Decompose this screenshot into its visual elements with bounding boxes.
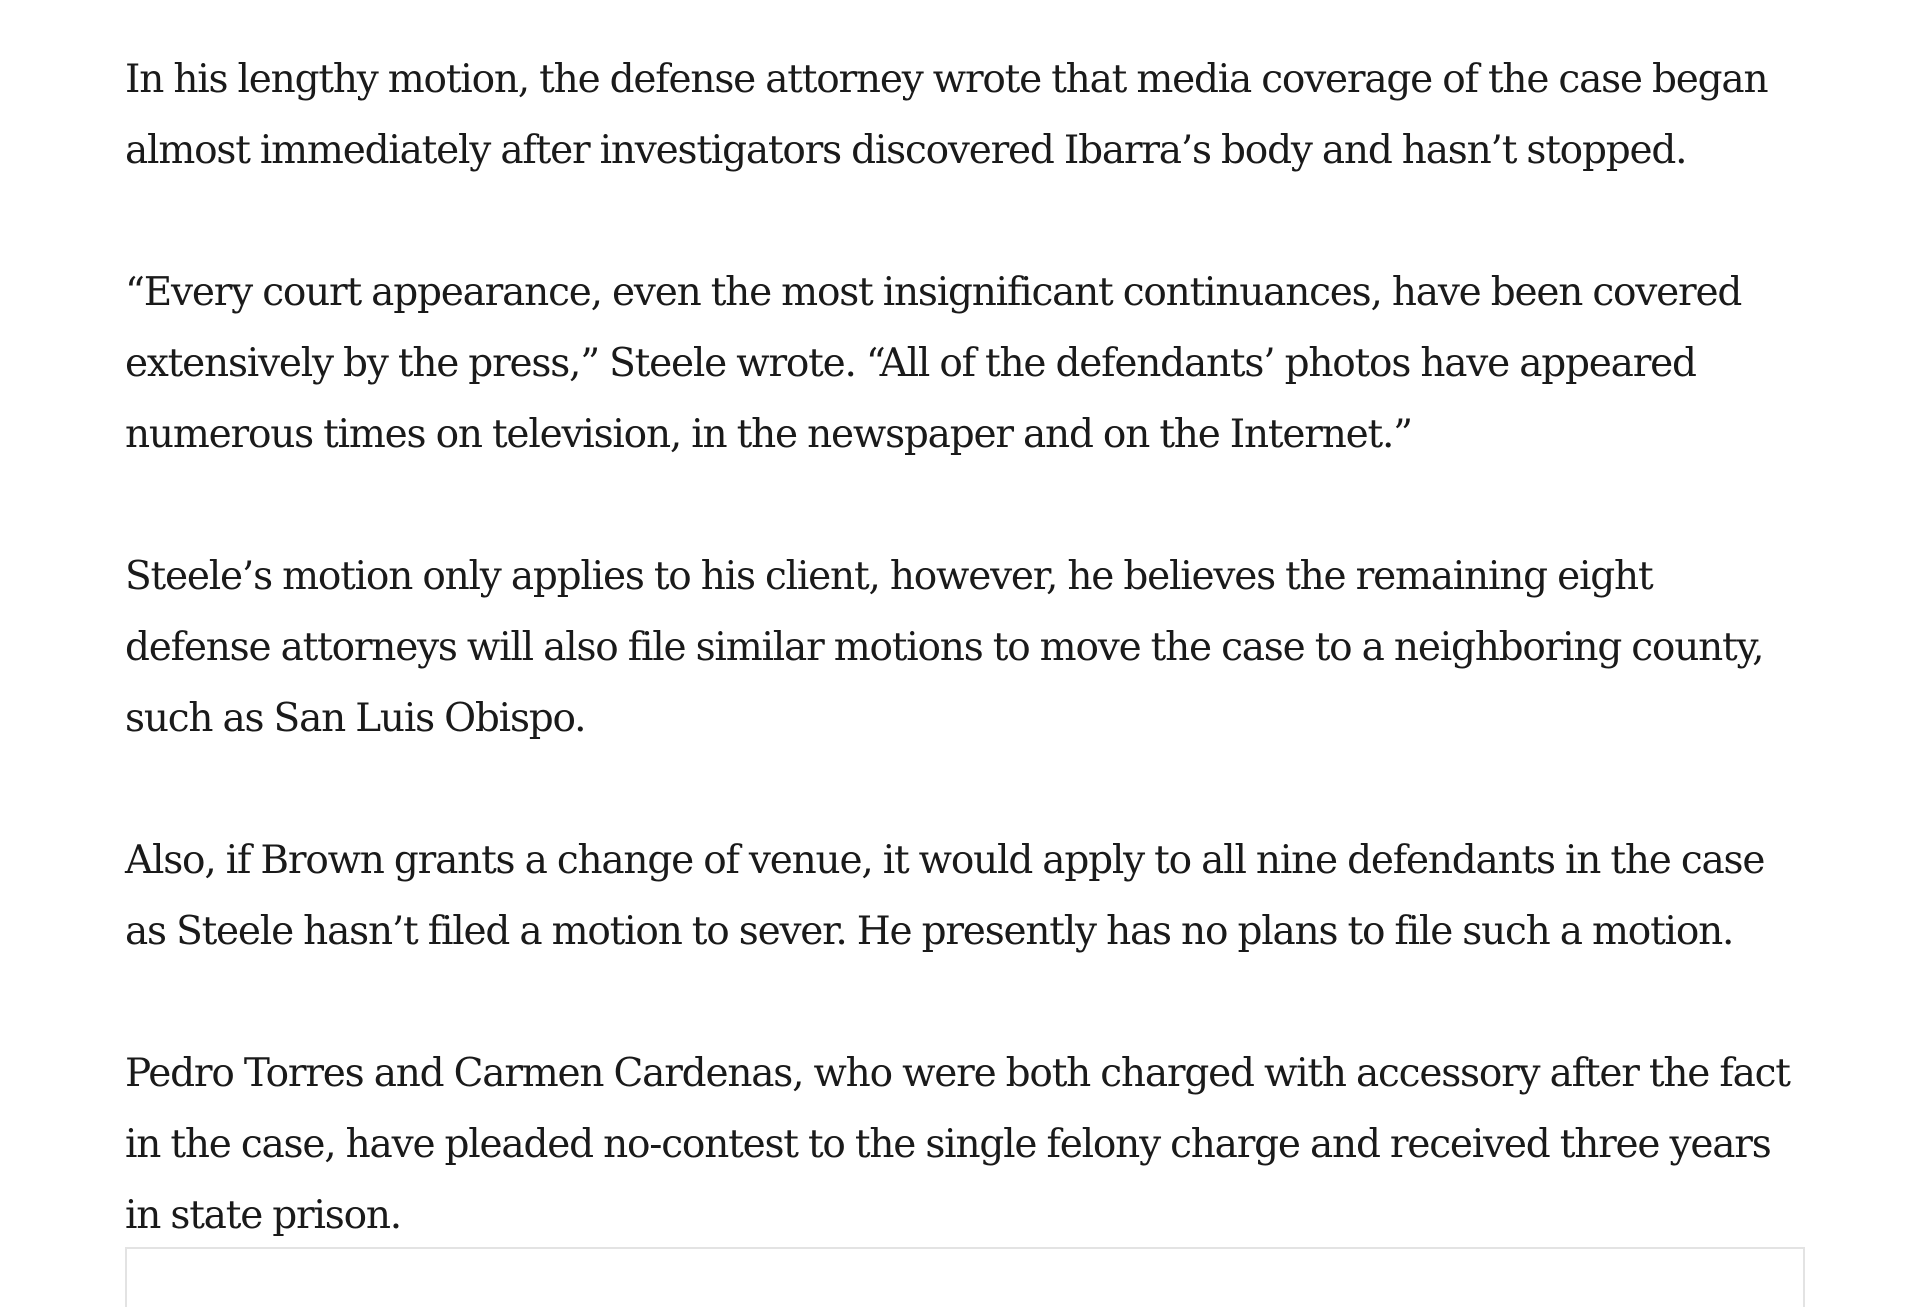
- article-paragraph: Pedro Torres and Carmen Cardenas, who were both charged with accessory after the fact in the case, have pleaded no-contest to the single felony charge and received three years in state prison.: [125, 1051, 1790, 1238]
- article-paragraph: “Every court appearance, even the most insignificant continuances, have been covered extensively by the press,” Steele wrote. “All of the defendants’ photos have appeared numerous times on television, in the newspaper and on the Internet.”: [125, 270, 1742, 457]
- article-paragraph: Steele’s motion only applies to his client, however, he believes the remaining eight defense attorneys will also file similar motions to move the case to a neighboring county, such as San Luis Obispo.: [125, 554, 1764, 741]
- article-paragraph: Also, if Brown grants a change of venue, it would apply to all nine defendants in the case as Steele hasn’t filed a motion to sever. He presently has no plans to file such a motion.: [125, 838, 1765, 954]
- embedded-content-box: [125, 1247, 1805, 1307]
- article-paragraph: In his lengthy motion, the defense attorney wrote that media coverage of the case began almost immediately after investigators discovered Ibarra’s body and hasn’t stopped.: [125, 57, 1768, 173]
- article-body: [125, 44, 1805, 1251]
